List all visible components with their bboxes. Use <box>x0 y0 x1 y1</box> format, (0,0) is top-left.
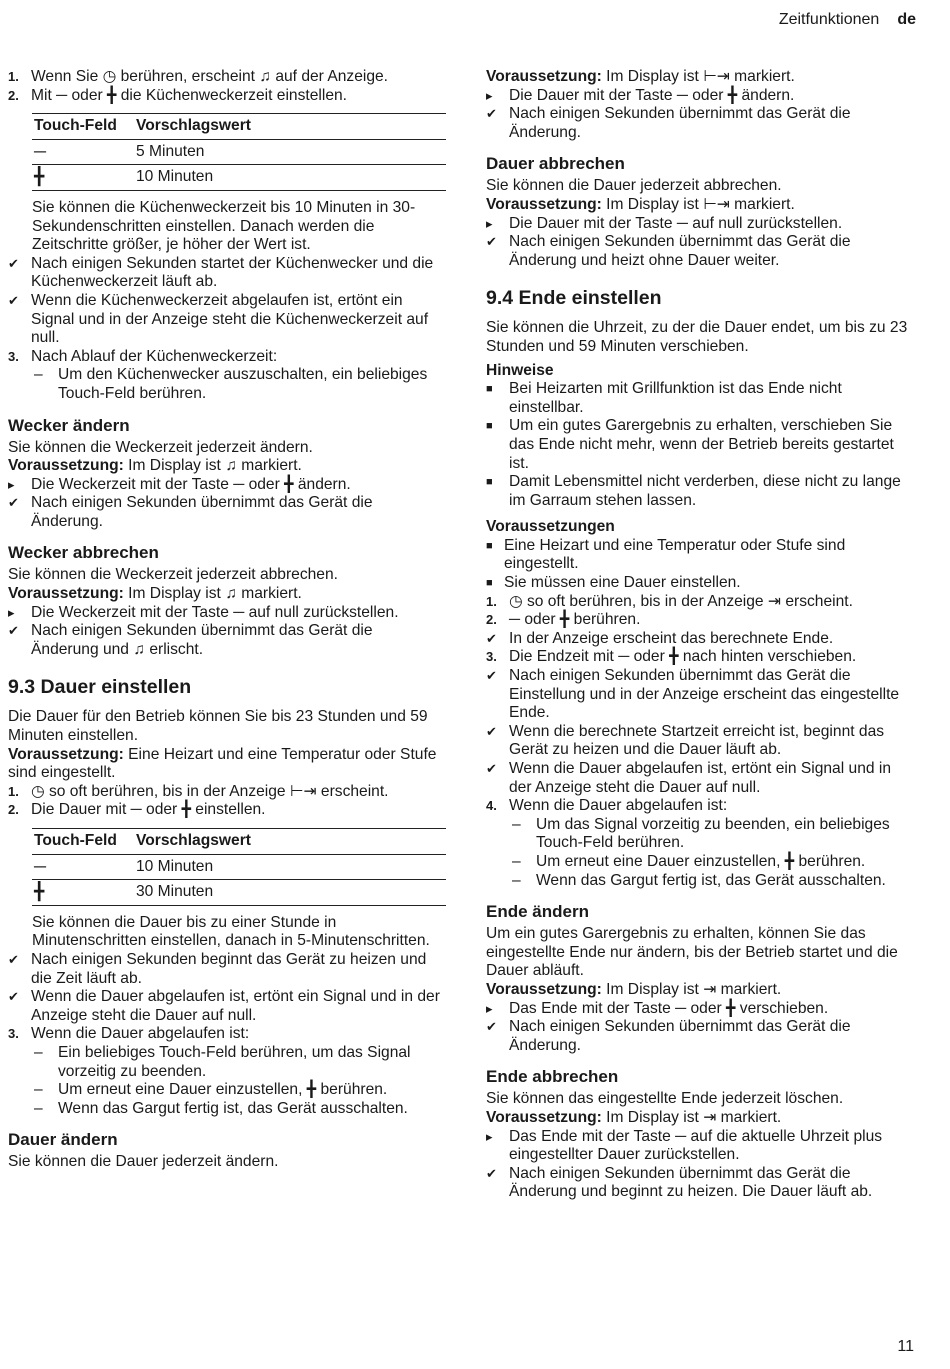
check-icon: ✔ <box>8 951 19 967</box>
square-bullet-icon: ■ <box>486 476 493 489</box>
prerequisite <box>486 1109 914 1128</box>
action-text: Die Weckerzeit mit der Taste ─ auf null zurückstellen. <box>31 603 399 621</box>
arrow-icon: ▸ <box>486 87 493 103</box>
result-text: Nach einigen Sekunden beginnt das Gerät zu heizen und die Zeit läuft ab. <box>31 950 427 987</box>
square-bullet-icon: ■ <box>486 577 493 590</box>
result-item <box>486 667 914 723</box>
table-header-suggested-value: Vorschlagswert <box>134 829 446 855</box>
suggestion-table <box>32 828 446 906</box>
action-text: Die Weckerzeit mit der Taste ─ oder ╋ ändern. <box>31 475 351 493</box>
prerequisite-label: Voraussetzung: <box>8 457 124 475</box>
step-item <box>8 783 440 802</box>
suggestion-table <box>32 113 446 191</box>
result-text: Nach einigen Sekunden startet der Küchenwecker und die Küchenweckerzeit läuft ab. <box>31 254 434 291</box>
step-number: 2. <box>8 802 19 818</box>
result-text: Nach einigen Sekunden übernimmt das Gerät die Änderung und beginnt zu heizen. Die Dauer läuft ab. <box>509 1164 873 1201</box>
check-icon: ✔ <box>8 989 19 1005</box>
paragraph: Sie können das eingestellte Ende jederzeit löschen. <box>486 1090 844 1108</box>
prerequisite-item <box>486 574 914 593</box>
result-item <box>8 494 440 531</box>
prerequisite-item <box>486 537 914 574</box>
dash-text: Ein beliebiges Touch-Feld berühren, um das Signal vorzeitig zu beenden. <box>58 1043 411 1080</box>
step-text: Wenn die Dauer abgelaufen ist: <box>31 1025 250 1043</box>
result-text: Wenn die Küchenweckerzeit abgelaufen ist, ertönt ein Signal und in der Anzeige steht die Küchenweckerzeit auf null. <box>31 291 429 347</box>
step-item <box>486 593 914 612</box>
section-heading-ende-einstellen: 9.4 Ende einstellen <box>486 287 662 310</box>
result-text: In der Anzeige erscheint das berechnete Ende. <box>509 629 834 647</box>
step-number: 3. <box>8 348 19 364</box>
table-header-row <box>32 829 446 855</box>
square-bullet-icon: ■ <box>486 383 493 396</box>
check-icon: ✔ <box>486 761 497 776</box>
table-cell: 10 Minuten <box>134 165 446 191</box>
step-item <box>486 797 914 816</box>
step-number: 1. <box>8 783 19 799</box>
result-text: Nach einigen Sekunden übernimmt das Gerät die Änderung. <box>509 105 851 141</box>
arrow-icon: ▸ <box>8 476 15 492</box>
right-column <box>486 68 914 1202</box>
dash-item <box>8 366 440 403</box>
paragraph: Sie können die Dauer jederzeit abbrechen. <box>486 177 782 195</box>
header-language: de <box>897 11 916 28</box>
dash-marker: – <box>34 1081 43 1099</box>
left-column <box>8 68 440 1172</box>
result-text: Nach einigen Sekunden übernimmt das Gerät die Einstellung und in der Anzeige erscheint das eingestellte Ende. <box>509 667 900 722</box>
step-number: 2. <box>486 612 497 628</box>
prerequisite <box>486 196 914 215</box>
prerequisite-text: Eine Heizart und eine Temperatur oder Stufe sind eingestellt. <box>504 536 846 573</box>
arrow-icon: ▸ <box>486 1128 493 1144</box>
check-icon: ✔ <box>486 234 497 250</box>
result-text: Wenn die Dauer abgelaufen ist, ertönt ein Signal und in der Anzeige steht die Dauer auf null. <box>509 760 892 796</box>
result-item <box>8 988 440 1025</box>
page-header <box>779 11 916 30</box>
result-item <box>486 723 914 760</box>
check-icon: ✔ <box>8 495 19 511</box>
action-text: Das Ende mit der Taste ─ auf die aktuelle Uhrzeit plus eingestellter Dauer zurückstellen. <box>509 1127 883 1164</box>
table-row <box>32 139 446 165</box>
check-icon: ✔ <box>8 623 19 639</box>
dash-item <box>8 1100 440 1119</box>
action-text: Die Dauer mit der Taste ─ auf null zurückstellen. <box>509 214 843 232</box>
dash-item <box>486 816 914 853</box>
step-text: Nach Ablauf der Küchenweckerzeit: <box>31 347 278 365</box>
dash-marker: – <box>34 1043 43 1061</box>
table-row <box>32 854 446 880</box>
subheading-dauer-aendern: Dauer ändern <box>8 1130 118 1150</box>
prerequisite <box>8 457 440 476</box>
notes-heading: Hinweise <box>486 361 554 379</box>
result-item <box>8 951 440 988</box>
step-text: Die Dauer mit ─ oder ╋ einstellen. <box>31 801 266 819</box>
subheading-ende-aendern: Ende ändern <box>486 902 589 922</box>
prerequisite-label: Voraussetzung: <box>486 1108 602 1126</box>
prerequisite-label: Voraussetzung: <box>8 745 124 763</box>
dash-text: Wenn das Gargut fertig ist, das Gerät ausschalten. <box>536 871 886 889</box>
dash-item <box>486 872 914 891</box>
check-icon: ✔ <box>8 255 19 271</box>
paragraph: Sie können die Küchenweckerzeit bis 10 Minuten in 30-Sekundenschritten einstellen. Danach werden die Zeitschritte größer, je höher der Wert ist. <box>32 198 416 254</box>
subheading-dauer-abbrechen: Dauer abbrechen <box>486 154 625 174</box>
action-item <box>486 1128 914 1165</box>
step-item <box>8 87 440 106</box>
minus-icon: ─ <box>32 854 134 880</box>
step-item <box>486 648 914 667</box>
paragraph: Sie können die Weckerzeit jederzeit abbrechen. <box>8 566 338 584</box>
paragraph: Sie können die Dauer bis zu einer Stunde in Minutenschritten einstellen, danach in 5-Minutenschritten. <box>32 913 430 950</box>
result-text: Wenn die berechnete Startzeit erreicht ist, beginnt das Gerät zu heizen und die Dauer läuft ab. <box>509 722 885 759</box>
square-bullet-icon: ■ <box>486 539 493 552</box>
result-item <box>8 622 440 659</box>
dash-text: Um das Signal vorzeitig zu beenden, ein beliebiges Touch-Feld berühren. <box>536 815 890 852</box>
subheading-ende-abbrechen: Ende abbrechen <box>486 1067 619 1087</box>
step-item <box>8 801 440 820</box>
step-item <box>486 611 914 630</box>
step-text: Mit ─ oder ╋ die Küchenweckerzeit einstellen. <box>31 86 348 104</box>
check-icon: ✔ <box>486 630 497 646</box>
page-number: 11 <box>897 1338 914 1356</box>
dash-marker: – <box>512 852 521 870</box>
step-text: ─ oder ╋ berühren. <box>509 611 641 629</box>
result-item <box>486 1018 914 1055</box>
prerequisite <box>8 746 440 783</box>
header-section-title: Zeitfunktionen <box>778 11 880 28</box>
prerequisite-text: Im Display ist ⊢⇥ markiert. <box>606 195 795 213</box>
table-row <box>32 165 446 191</box>
step-item <box>8 1025 440 1044</box>
arrow-icon: ▸ <box>8 604 15 620</box>
prerequisite <box>486 981 914 1000</box>
action-item <box>8 476 440 495</box>
prerequisites-heading: Voraussetzungen <box>486 518 615 536</box>
dash-marker: – <box>34 366 43 384</box>
prerequisite-text: Im Display ist ⇥ markiert. <box>606 980 782 998</box>
plus-icon: ╋ <box>32 880 134 906</box>
subheading-wecker-abbrechen: Wecker abbrechen <box>8 543 159 563</box>
prerequisite-text: Im Display ist ♫ markiert. <box>128 457 302 475</box>
note-item <box>486 417 914 473</box>
dash-marker: – <box>512 815 521 833</box>
prerequisite-text: Sie müssen eine Dauer einstellen. <box>504 574 741 592</box>
table-row <box>32 880 446 906</box>
prerequisite <box>8 585 440 604</box>
step-number: 1. <box>8 69 19 84</box>
step-text: ◷ so oft berühren, bis in der Anzeige ⇥ erscheint. <box>509 592 853 610</box>
dash-text: Um erneut eine Dauer einzustellen, ╋ berühren. <box>536 852 866 870</box>
dash-text: Um den Küchenwecker auszuschalten, ein beliebiges Touch-Feld berühren. <box>58 366 428 402</box>
paragraph: Sie können die Uhrzeit, zu der die Dauer endet, um bis zu 23 Stunden und 59 Minuten verschieben. <box>486 319 908 355</box>
prerequisite-text: Im Display ist ⊢⇥ markiert. <box>606 68 795 85</box>
prerequisite-label: Voraussetzung: <box>8 585 124 603</box>
arrow-icon: ▸ <box>486 1000 493 1016</box>
prerequisite-label: Voraussetzung: <box>486 68 602 85</box>
result-item <box>8 292 440 348</box>
section-heading-dauer-einstellen: 9.3 Dauer einstellen <box>8 676 192 699</box>
step-number: 4. <box>486 798 497 814</box>
step-number: 3. <box>486 649 497 665</box>
result-item <box>486 105 914 142</box>
prerequisite-label: Voraussetzung: <box>486 195 602 213</box>
action-item <box>486 1000 914 1019</box>
dash-item <box>8 1044 440 1081</box>
action-item <box>8 604 440 623</box>
dash-marker: – <box>512 871 521 889</box>
table-header-suggested-value: Vorschlagswert <box>134 114 446 140</box>
action-text: Die Dauer mit der Taste ─ oder ╋ ändern. <box>509 86 795 104</box>
check-icon: ✔ <box>486 723 497 739</box>
note-text: Damit Lebensmittel nicht verderben, diese nicht zu lange im Garraum stehen lassen. <box>509 473 901 509</box>
result-item <box>486 630 914 649</box>
result-item <box>486 1165 914 1202</box>
step-text: Wenn Sie ◷ berühren, erscheint ♫ auf der Anzeige. <box>31 68 389 85</box>
subheading-wecker-aendern: Wecker ändern <box>8 415 130 435</box>
plus-icon: ╋ <box>32 165 134 191</box>
step-item <box>8 68 440 87</box>
result-text: Nach einigen Sekunden übernimmt das Gerät die Änderung. <box>31 494 373 530</box>
table-header-touch-field: Touch-Feld <box>32 114 134 140</box>
step-text: Wenn die Dauer abgelaufen ist: <box>509 797 728 815</box>
step-number: 1. <box>486 593 497 609</box>
table-header-row <box>32 114 446 140</box>
step-number: 2. <box>8 87 19 103</box>
note-item <box>486 380 914 417</box>
note-item <box>486 473 914 510</box>
result-text: Nach einigen Sekunden übernimmt das Gerät die Änderung. <box>509 1018 851 1054</box>
prerequisite <box>486 68 914 87</box>
dash-item <box>8 1081 440 1100</box>
step-number: 3. <box>8 1026 19 1042</box>
prerequisite-text: Im Display ist ♫ markiert. <box>128 585 302 603</box>
minus-icon: ─ <box>32 139 134 165</box>
action-item <box>486 215 914 234</box>
check-icon: ✔ <box>486 668 497 684</box>
result-item <box>486 760 914 797</box>
note-text: Um ein gutes Garergebnis zu erhalten, verschieben Sie das Ende nicht mehr, wenn der Betrieb bereits gestartet ist. <box>509 417 894 472</box>
dash-marker: – <box>34 1099 43 1117</box>
result-item <box>8 255 440 292</box>
check-icon: ✔ <box>486 1019 497 1035</box>
prerequisite-text: Eine Heizart und eine Temperatur oder Stufe sind eingestellt. <box>8 745 437 782</box>
square-bullet-icon: ■ <box>486 420 493 433</box>
result-text: Wenn die Dauer abgelaufen ist, ertönt ein Signal und in der Anzeige steht die Dauer auf null. <box>31 988 440 1024</box>
note-text: Bei Heizarten mit Grillfunktion ist das Ende nicht einstellbar. <box>509 380 842 416</box>
dash-text: Um erneut eine Dauer einzustellen, ╋ berühren. <box>58 1081 388 1099</box>
table-cell: 30 Minuten <box>134 880 446 906</box>
table-header-touch-field: Touch-Feld <box>32 829 134 855</box>
paragraph: Die Dauer für den Betrieb können Sie bis 23 Stunden und 59 Minuten einstellen. <box>8 708 428 745</box>
table-cell: 5 Minuten <box>134 139 446 165</box>
paragraph: Um ein gutes Garergebnis zu erhalten, können Sie das eingestellte Ende nur ändern, bis der Betrieb startet und die Dauer abläuft. <box>486 925 898 980</box>
action-text: Das Ende mit der Taste ─ oder ╋ verschieben. <box>509 999 829 1017</box>
table-cell: 10 Minuten <box>134 854 446 880</box>
step-item <box>8 348 440 367</box>
step-text: ◷ so oft berühren, bis in der Anzeige ⊢⇥ erscheint. <box>31 782 389 800</box>
step-text: Die Endzeit mit ─ oder ╋ nach hinten verschieben. <box>509 648 857 666</box>
result-item <box>486 233 914 270</box>
check-icon: ✔ <box>8 292 19 308</box>
action-item <box>486 87 914 106</box>
check-icon: ✔ <box>486 1165 497 1181</box>
prerequisite-label: Voraussetzung: <box>486 980 602 998</box>
paragraph: Sie können die Weckerzeit jederzeit ändern. <box>8 438 313 456</box>
dash-text: Wenn das Gargut fertig ist, das Gerät ausschalten. <box>58 1099 408 1117</box>
prerequisite-text: Im Display ist ⇥ markiert. <box>606 1108 782 1126</box>
result-text: Nach einigen Sekunden übernimmt das Gerät die Änderung und heizt ohne Dauer weiter. <box>509 233 851 269</box>
dash-item <box>486 853 914 872</box>
result-text: Nach einigen Sekunden übernimmt das Gerät die Änderung und ♫ erlischt. <box>31 622 373 658</box>
paragraph: Sie können die Dauer jederzeit ändern. <box>8 1153 279 1171</box>
arrow-icon: ▸ <box>486 215 493 231</box>
check-icon: ✔ <box>486 106 497 122</box>
